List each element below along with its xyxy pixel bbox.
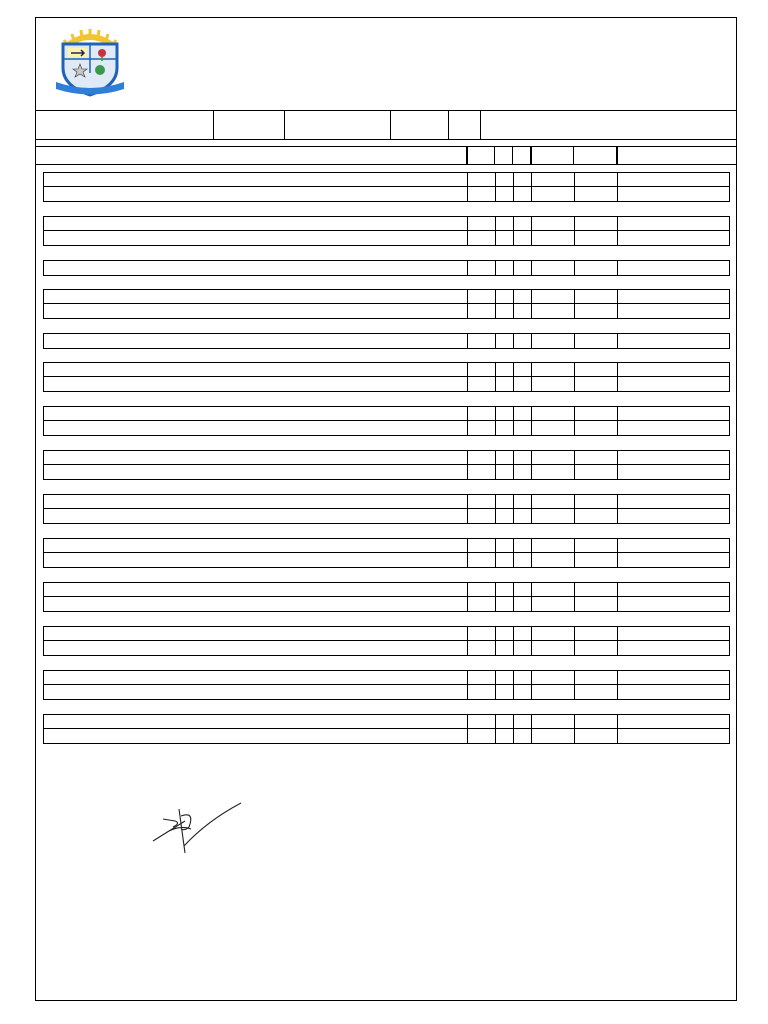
cell-divider [495, 465, 496, 479]
cell-divider [513, 407, 514, 421]
cell-divider [531, 715, 532, 729]
subject-block [43, 362, 730, 392]
cell-divider [574, 407, 575, 421]
subject-block [43, 538, 730, 568]
cell-divider [617, 583, 618, 597]
cell-divider [574, 685, 575, 699]
cell-divider [513, 187, 514, 201]
cell-divider [513, 377, 514, 391]
cell-divider [574, 495, 575, 509]
cell-divider [574, 231, 575, 245]
cell-divider [531, 363, 532, 377]
cell-divider [467, 627, 468, 641]
column-divider [616, 147, 618, 165]
cell-divider [531, 627, 532, 641]
cell-divider [467, 465, 468, 479]
cell-divider [574, 334, 575, 348]
table-row [44, 715, 729, 729]
cell-divider [617, 729, 618, 743]
table-row [44, 173, 729, 187]
cell-divider [467, 290, 468, 304]
subject-block [43, 626, 730, 656]
table-row [44, 671, 729, 685]
info-cell [391, 111, 449, 139]
cell-divider [531, 421, 532, 435]
subject-block [43, 714, 730, 744]
cell-divider [513, 231, 514, 245]
cell-divider [617, 627, 618, 641]
cell-divider [617, 495, 618, 509]
report-header [36, 18, 736, 111]
cell-divider [467, 363, 468, 377]
cell-divider [531, 641, 532, 655]
cell-divider [467, 553, 468, 567]
cell-divider [574, 597, 575, 611]
table-row [44, 377, 729, 391]
cell-divider [531, 173, 532, 187]
column-divider [512, 147, 513, 165]
cell-divider [617, 363, 618, 377]
cell-divider [495, 261, 496, 275]
table-row [44, 261, 729, 275]
table-row [44, 685, 729, 699]
cell-divider [495, 290, 496, 304]
report-card-page [35, 17, 737, 1001]
cell-divider [495, 715, 496, 729]
cell-divider [495, 407, 496, 421]
cell-divider [531, 553, 532, 567]
cell-divider [495, 187, 496, 201]
cell-divider [513, 173, 514, 187]
cell-divider [531, 451, 532, 465]
cell-divider [467, 407, 468, 421]
cell-divider [495, 729, 496, 743]
cell-divider [531, 539, 532, 553]
cell-divider [513, 451, 514, 465]
cell-divider [574, 304, 575, 318]
subject-block [43, 450, 730, 480]
cell-divider [531, 217, 532, 231]
cell-divider [531, 597, 532, 611]
cell-divider [495, 641, 496, 655]
cell-divider [513, 553, 514, 567]
subject-block [43, 172, 730, 202]
cell-divider [531, 304, 532, 318]
table-row [44, 495, 729, 509]
cell-divider [513, 421, 514, 435]
cell-divider [574, 583, 575, 597]
cell-divider [574, 451, 575, 465]
cell-divider [495, 363, 496, 377]
cell-divider [495, 451, 496, 465]
cell-divider [574, 261, 575, 275]
cell-divider [513, 641, 514, 655]
cell-divider [467, 729, 468, 743]
school-logo [54, 28, 126, 98]
subject-block [43, 406, 730, 436]
table-row [44, 421, 729, 435]
cell-divider [574, 290, 575, 304]
cell-divider [617, 685, 618, 699]
table-row [44, 729, 729, 743]
cell-divider [467, 261, 468, 275]
cell-divider [617, 421, 618, 435]
cell-divider [467, 495, 468, 509]
table-row [44, 290, 729, 304]
table-row [44, 363, 729, 377]
cell-divider [467, 304, 468, 318]
cell-divider [574, 729, 575, 743]
cell-divider [574, 539, 575, 553]
cell-divider [513, 363, 514, 377]
info-cell [285, 111, 391, 139]
cell-divider [467, 685, 468, 699]
cell-divider [531, 729, 532, 743]
cell-divider [617, 451, 618, 465]
table-row [44, 451, 729, 465]
cell-divider [495, 509, 496, 523]
cell-divider [617, 715, 618, 729]
cell-divider [495, 421, 496, 435]
column-divider [466, 147, 468, 165]
info-cell [214, 111, 285, 139]
cell-divider [531, 685, 532, 699]
cell-divider [467, 641, 468, 655]
cell-divider [617, 641, 618, 655]
cell-divider [574, 509, 575, 523]
cell-divider [467, 583, 468, 597]
cell-divider [531, 407, 532, 421]
cell-divider [467, 597, 468, 611]
cell-divider [513, 304, 514, 318]
table-row [44, 627, 729, 641]
cell-divider [574, 187, 575, 201]
cell-divider [467, 173, 468, 187]
table-row [44, 217, 729, 231]
cell-divider [467, 231, 468, 245]
cell-divider [617, 377, 618, 391]
column-divider [573, 147, 574, 165]
cell-divider [531, 377, 532, 391]
table-row [44, 539, 729, 553]
cell-divider [495, 173, 496, 187]
cell-divider [513, 583, 514, 597]
cell-divider [467, 187, 468, 201]
cell-divider [574, 715, 575, 729]
column-divider [530, 147, 532, 165]
table-row [44, 187, 729, 201]
cell-divider [467, 334, 468, 348]
cell-divider [531, 583, 532, 597]
cell-divider [617, 597, 618, 611]
cell-divider [531, 671, 532, 685]
cell-divider [617, 173, 618, 187]
info-cell [481, 111, 736, 139]
table-row [44, 583, 729, 597]
table-row [44, 597, 729, 611]
cell-divider [495, 685, 496, 699]
cell-divider [617, 261, 618, 275]
student-info-row [36, 111, 736, 140]
cell-divider [513, 627, 514, 641]
column-divider [494, 147, 495, 165]
cell-divider [513, 465, 514, 479]
cell-divider [617, 671, 618, 685]
cell-divider [531, 187, 532, 201]
cell-divider [495, 334, 496, 348]
cell-divider [617, 187, 618, 201]
cell-divider [574, 377, 575, 391]
cell-divider [467, 539, 468, 553]
subject-block [43, 333, 730, 349]
table-row [44, 407, 729, 421]
cell-divider [531, 290, 532, 304]
cell-divider [467, 377, 468, 391]
cell-divider [617, 407, 618, 421]
cell-divider [617, 334, 618, 348]
cell-divider [574, 173, 575, 187]
cell-divider [467, 509, 468, 523]
cell-divider [513, 509, 514, 523]
cell-divider [467, 451, 468, 465]
grades-column-header [36, 146, 736, 165]
cell-divider [574, 465, 575, 479]
cell-divider [495, 583, 496, 597]
cell-divider [617, 290, 618, 304]
subject-block [43, 260, 730, 276]
cell-divider [531, 231, 532, 245]
info-cell [36, 111, 214, 139]
cell-divider [495, 539, 496, 553]
cell-divider [513, 671, 514, 685]
cell-divider [617, 465, 618, 479]
cell-divider [495, 627, 496, 641]
table-row [44, 304, 729, 318]
cell-divider [531, 465, 532, 479]
cell-divider [467, 217, 468, 231]
subject-block [43, 216, 730, 246]
cell-divider [513, 495, 514, 509]
cell-divider [574, 217, 575, 231]
cell-divider [513, 715, 514, 729]
cell-divider [513, 597, 514, 611]
cell-divider [617, 304, 618, 318]
cell-divider [495, 217, 496, 231]
cell-divider [513, 217, 514, 231]
cell-divider [467, 671, 468, 685]
cell-divider [513, 729, 514, 743]
cell-divider [574, 553, 575, 567]
cell-divider [495, 231, 496, 245]
cell-divider [617, 231, 618, 245]
cell-divider [531, 495, 532, 509]
cell-divider [531, 261, 532, 275]
cell-divider [617, 539, 618, 553]
table-row [44, 509, 729, 523]
cell-divider [513, 290, 514, 304]
subject-block [43, 289, 730, 319]
info-cell [449, 111, 481, 139]
cell-divider [495, 304, 496, 318]
cell-divider [513, 685, 514, 699]
cell-divider [531, 509, 532, 523]
cell-divider [574, 421, 575, 435]
cell-divider [574, 627, 575, 641]
table-row [44, 641, 729, 655]
cell-divider [495, 495, 496, 509]
cell-divider [617, 553, 618, 567]
signature-image [151, 801, 246, 863]
cell-divider [617, 217, 618, 231]
subject-block [43, 670, 730, 700]
cell-divider [574, 363, 575, 377]
cell-divider [467, 421, 468, 435]
crest-icon [54, 28, 126, 98]
table-row [44, 334, 729, 348]
cell-divider [617, 509, 618, 523]
cell-divider [495, 377, 496, 391]
table-row [44, 465, 729, 479]
cell-divider [574, 641, 575, 655]
cell-divider [495, 553, 496, 567]
cell-divider [495, 597, 496, 611]
cell-divider [513, 334, 514, 348]
cell-divider [574, 671, 575, 685]
cell-divider [467, 715, 468, 729]
cell-divider [513, 261, 514, 275]
subject-block [43, 494, 730, 524]
cell-divider [495, 671, 496, 685]
signature-icon [151, 801, 246, 863]
cell-divider [531, 334, 532, 348]
table-row [44, 231, 729, 245]
subject-block [43, 582, 730, 612]
cell-divider [513, 539, 514, 553]
table-row [44, 553, 729, 567]
